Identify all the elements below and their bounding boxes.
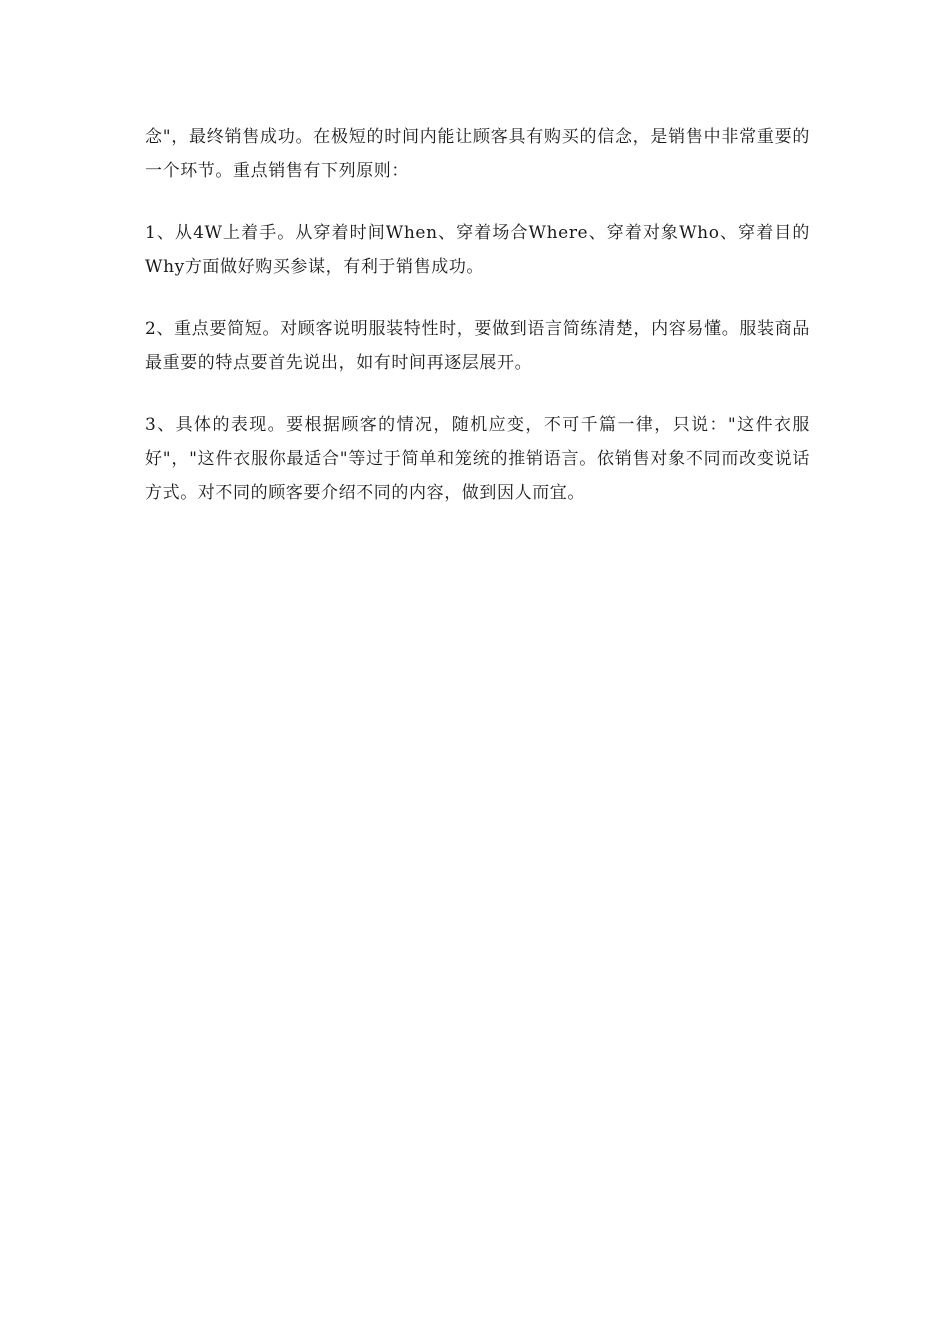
paragraph-principle-3: 3、具体的表现。要根据顾客的情况，随机应变，不可千篇一律，只说："这件衣服好"，"这件衣服你最适合"等过于简单和笼统的推销语言。依销售对象不同而改变说话方式。对不同的顾客要介绍不同的内容，做到因人而宜。 bbox=[145, 415, 810, 503]
paragraph-principle-1: 1、从4W上着手。从穿着时间When、穿着场合Where、穿着对象Who、穿着目的Why方面做好购买参谋，有利于销售成功。 bbox=[145, 223, 810, 277]
paragraph-intro: 念"，最终销售成功。在极短的时间内能让顾客具有购买的信念，是销售中非常重要的一个环节。重点销售有下列原则： bbox=[145, 127, 810, 181]
paragraph-principle-2: 2、重点要简短。对顾客说明服装特性时，要做到语言简练清楚，内容易懂。服装商品最重要的特点要首先说出，如有时间再逐层展开。 bbox=[145, 319, 810, 373]
document-body bbox=[145, 120, 810, 538]
